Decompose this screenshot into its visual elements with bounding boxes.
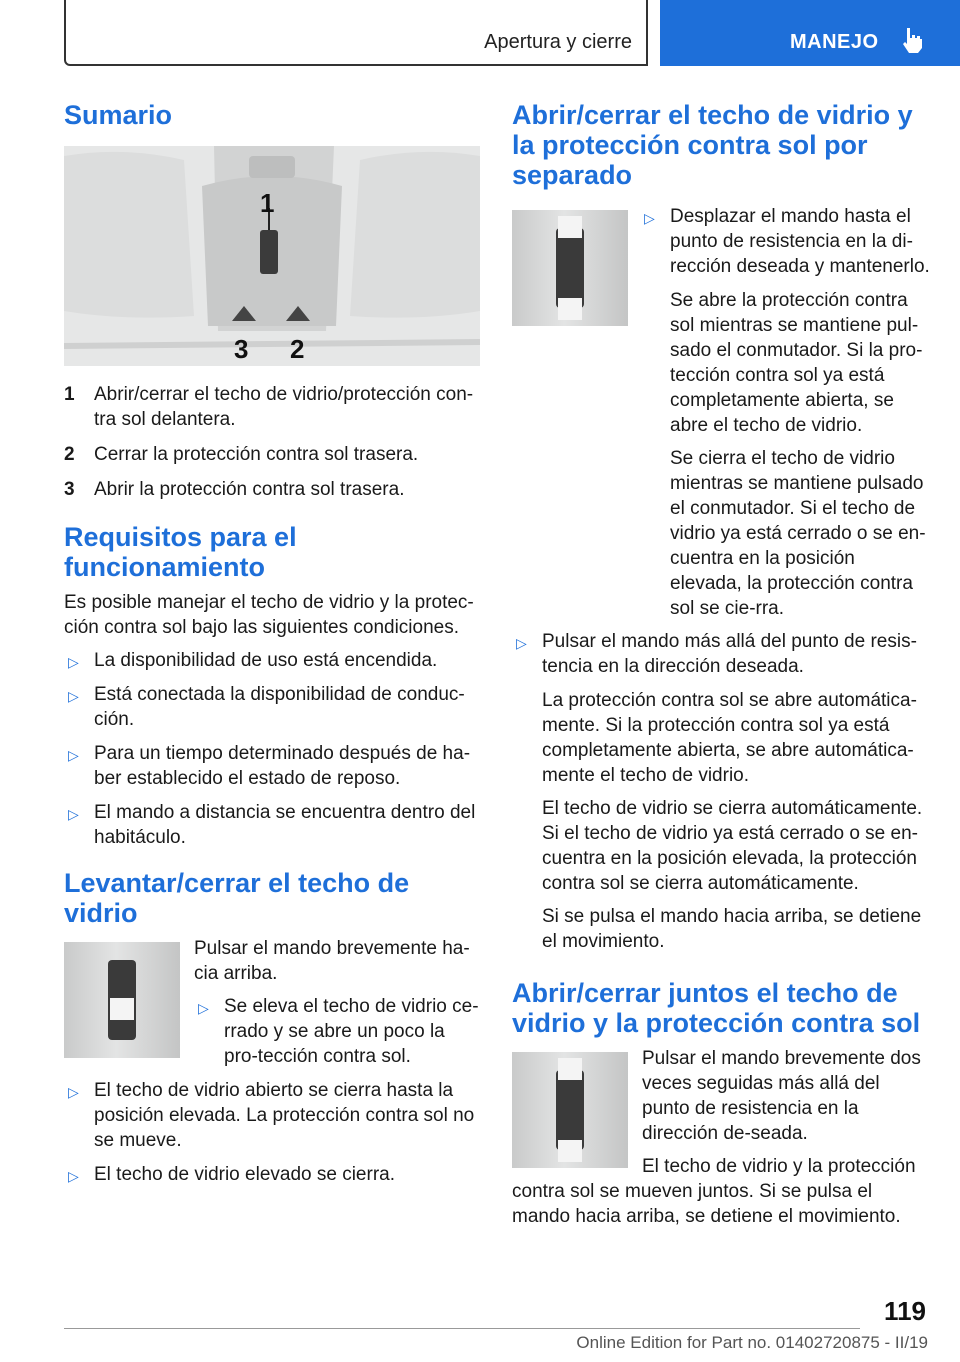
callout-2: 2 bbox=[290, 334, 305, 364]
joint-heading: Abrir/cerrar juntos el techo de vidrio y la protección contra sol bbox=[512, 978, 921, 1038]
legend-number: 3 bbox=[64, 479, 75, 500]
arrow-up-icon bbox=[558, 1058, 582, 1080]
button-up-illustration bbox=[64, 942, 180, 1058]
list-item: ▷ Se eleva el techo de vidrio ce-rrado y se abre un poco la pro-tección contra sol. bbox=[198, 996, 479, 1067]
separate-list-continued bbox=[512, 629, 930, 679]
lift-list-continued bbox=[64, 1078, 480, 1187]
separate-note: Si se pulsa el mando hacia arriba, se detiene el movimiento. bbox=[542, 906, 922, 952]
page-number: 119 bbox=[884, 1296, 926, 1326]
requirements-intro: Es posible manejar el techo de vidrio y la protec-ción contra sol bajo las siguientes condiciones. bbox=[64, 592, 474, 638]
requirements-list bbox=[64, 648, 480, 850]
arrow-down-icon bbox=[558, 298, 582, 320]
legend-item bbox=[64, 477, 480, 502]
joint-detail: El techo de vidrio y la protección contra sol se mueven juntos. Si se pulsa el mando hacia arriba, se detiene el movimiento. bbox=[512, 1156, 916, 1227]
list-item: ▷ Está conectada la disponibilidad de conduc-ción. bbox=[68, 684, 465, 730]
list-item: ▷ El techo de vidrio abierto se cierra hasta la posición elevada. La protección contra sol no se mueve. bbox=[68, 1080, 475, 1151]
legend-text: Abrir la protección contra sol trasera. bbox=[94, 479, 405, 500]
legend-number: 2 bbox=[64, 444, 75, 465]
bullet-triangle-icon: ▷ bbox=[68, 688, 79, 704]
overhead-console-illustration bbox=[64, 146, 480, 366]
legend-text: Abrir/cerrar el techo de vidrio/protección con-tra sol delantera. bbox=[94, 384, 474, 430]
lift-intro: Pulsar el mando brevemente ha-cia arriba. bbox=[194, 938, 470, 984]
button-updown-illustration bbox=[512, 210, 628, 326]
requirements-heading: Requisitos para el funcionamiento bbox=[64, 522, 297, 582]
list-item: ▷ El mando a distancia se encuentra dentro del habitáculo. bbox=[68, 802, 476, 848]
bullet-triangle-icon: ▷ bbox=[68, 747, 79, 763]
figure-legend bbox=[64, 382, 480, 502]
chapter-tab bbox=[660, 0, 960, 66]
bullet-triangle-icon: ▷ bbox=[68, 806, 79, 822]
list-item: ▷ Para un tiempo determinado después de ha-ber establecido el estado de reposo. bbox=[68, 743, 471, 789]
separate-note: Se abre la protección contra sol mientras se mantiene pul-sado el conmutador. Si la pro-tección contra sol ya está completamente abierta, se abre el techo de vidrio. bbox=[670, 290, 923, 436]
page-header bbox=[64, 0, 960, 66]
joint-intro: Pulsar el mando brevemente dos veces seguidas más allá del punto de resistencia en la dirección de-seada. bbox=[642, 1048, 921, 1144]
lift-heading: Levantar/cerrar el techo de vidrio bbox=[64, 868, 410, 928]
bullet-triangle-icon: ▷ bbox=[68, 1084, 79, 1100]
arrow-down-icon bbox=[558, 1140, 582, 1162]
right-column bbox=[512, 100, 930, 1237]
legend-number: 1 bbox=[64, 384, 75, 405]
bullet-triangle-icon: ▷ bbox=[516, 635, 527, 651]
sumario-heading: Sumario bbox=[64, 100, 173, 130]
separate-note: Se cierra el techo de vidrio mientras se mantiene pulsado el conmutador. Si el techo de vidrio ya está cerrado o se en-cuentra en la posición elevada, la protección contra sol se cie-rra. bbox=[670, 448, 926, 619]
callout-3: 3 bbox=[234, 334, 249, 364]
separate-note: La protección contra sol se abre automática-mente. Si la protección contra sol ya está completamente abierta, se abre automática-mente el techo de vidrio. bbox=[542, 690, 917, 786]
list-item: ▷ La disponibilidad de uso está encendida. bbox=[64, 648, 480, 673]
hand-pointer-icon bbox=[898, 26, 926, 54]
lift-list bbox=[194, 994, 480, 1069]
bullet-triangle-icon: ▷ bbox=[644, 210, 655, 226]
list-item: ▷ Desplazar el mando hasta el punto de resistencia en la di-rección deseada y mantenerlo. bbox=[644, 206, 930, 277]
callout-1: 1 bbox=[260, 188, 275, 218]
separate-heading: Abrir/cerrar el techo de vidrio y la protección contra sol por separado bbox=[512, 100, 913, 190]
bullet-triangle-icon: ▷ bbox=[68, 654, 79, 670]
footer-rule bbox=[64, 1328, 860, 1329]
edition-note: Online Edition for Part no. 01402720875 - II/19 bbox=[576, 1333, 928, 1352]
list-item: ▷ Pulsar el mando más allá del punto de resis-tencia en la dirección deseada. bbox=[516, 631, 917, 677]
section-tab bbox=[64, 0, 648, 66]
chapter-title: MANEJO bbox=[790, 31, 879, 53]
section-title: Apertura y cierre bbox=[484, 31, 632, 53]
legend-item bbox=[64, 382, 480, 432]
bullet-triangle-icon: ▷ bbox=[68, 1168, 79, 1184]
arrow-up-icon bbox=[110, 998, 134, 1020]
separate-list bbox=[640, 204, 930, 279]
arrow-up-icon bbox=[558, 216, 582, 238]
left-column bbox=[64, 100, 480, 1196]
legend-item bbox=[64, 442, 480, 467]
bullet-triangle-icon: ▷ bbox=[198, 1000, 209, 1016]
separate-note: El techo de vidrio se cierra automáticamente. Si el techo de vidrio ya está cerrado o se en-cuentra en la posición elevada, la protección contra sol se cierra automáticamente. bbox=[542, 798, 923, 894]
legend-text: Cerrar la protección contra sol trasera. bbox=[94, 444, 419, 465]
roof-controls-figure bbox=[64, 146, 480, 366]
button-double-press-illustration bbox=[512, 1052, 628, 1168]
list-item: ▷ El techo de vidrio elevado se cierra. bbox=[64, 1162, 480, 1187]
